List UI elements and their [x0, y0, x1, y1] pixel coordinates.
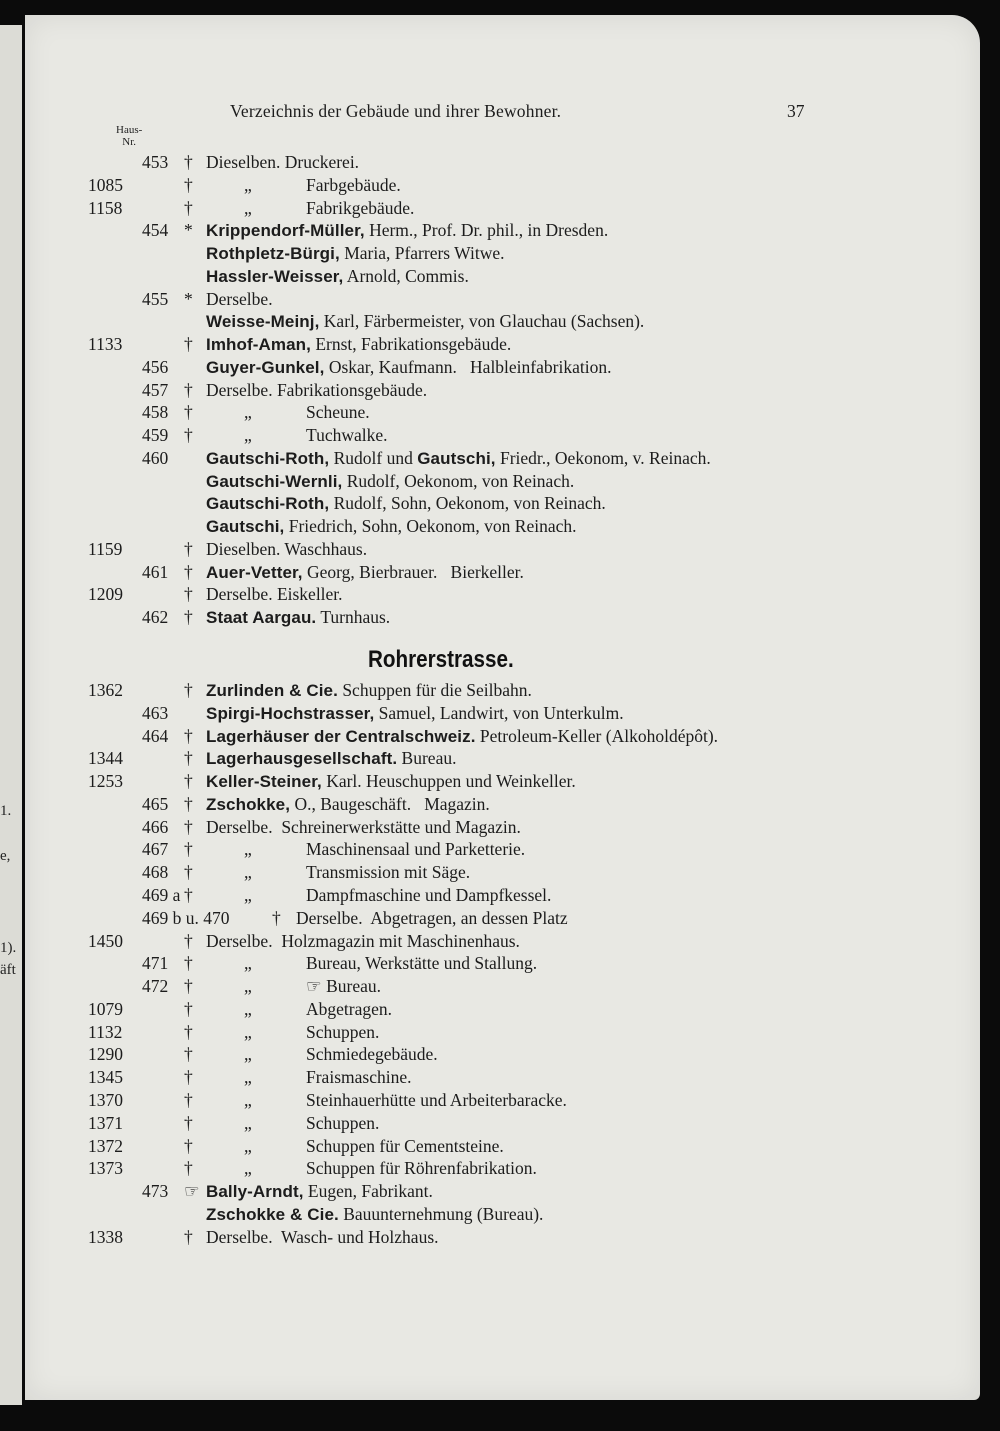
directory-entry [0, 862, 1000, 884]
entry-mark: † [184, 816, 193, 837]
entry-mark: † [184, 1067, 193, 1088]
directory-entry [0, 1227, 1000, 1249]
entry-text: Arnold, Commis. [343, 265, 469, 286]
resident-name: Hassler-Weisser, [206, 266, 344, 286]
resident-name: Keller-Steiner, [206, 772, 322, 792]
entry-text: Steinhauerhütte und Arbeiterbaracke. [306, 1090, 567, 1111]
entry-mark: † [184, 839, 193, 860]
entry-text: Maschinensaal und Parketterie. [306, 839, 526, 860]
entry-content [206, 152, 359, 173]
entry-content [206, 607, 390, 628]
entry-text: Eugen, Fabrikant. [303, 1181, 433, 1202]
house-number: 473 [142, 1181, 169, 1202]
ditto-mark: „ [244, 425, 252, 445]
directory-entry [0, 1158, 1000, 1180]
house-number: 1253 [88, 771, 123, 792]
ditto-mark: „ [244, 953, 252, 974]
house-number: 1345 [88, 1067, 123, 1088]
resident-name: Gautschi, [417, 448, 496, 468]
directory-entry [0, 680, 1000, 702]
directory-entry [0, 584, 1000, 606]
house-number: 1338 [88, 1226, 123, 1247]
ditto-mark: „ [244, 976, 252, 997]
entry-mark: † [184, 862, 193, 883]
house-number: 1372 [88, 1135, 123, 1156]
entry-content [206, 931, 520, 952]
entry-mark: † [184, 680, 193, 700]
entry-text: Rudolf und [329, 447, 418, 468]
entry-content [206, 539, 367, 560]
resident-name: Rothpletz-Bürgi, [206, 244, 340, 263]
directory-entry [0, 380, 1000, 402]
house-number: 472 [142, 976, 169, 997]
entry-text: Schuppen. [306, 1021, 380, 1042]
house-number: 467 [142, 839, 169, 860]
house-number: 462 [142, 607, 169, 627]
entry-mark: * [184, 288, 193, 309]
house-number: 1362 [88, 680, 123, 700]
house-number: 465 [142, 793, 169, 814]
house-number: 469 a [142, 885, 181, 906]
column-label-line: Haus- [116, 124, 143, 136]
entry-text: Rudolf, Oekonom, von Reinach. [342, 470, 575, 491]
entry-text: Petroleum-Keller (Alkoholdépôt). [475, 725, 719, 746]
directory-entry [0, 220, 1000, 242]
entry-text: Herm., Prof. Dr. phil., in Dresden. [364, 220, 609, 241]
entry-text: Dampfmaschine und Dampfkessel. [306, 885, 552, 906]
directory-entry [0, 175, 1000, 197]
house-number: 1450 [88, 930, 123, 951]
entry-mark: † [184, 152, 193, 172]
entry-mark: † [184, 1112, 193, 1133]
entry-text: ☞ Bureau. [306, 976, 381, 997]
ditto-mark: „ [244, 1135, 252, 1156]
entry-text: Friedrich, Sohn, Oekonom, von Reinach. [284, 516, 577, 536]
entry-text: Turnhaus. [316, 607, 391, 627]
directory-entry [0, 425, 1000, 447]
resident-name: Krippendorf-Müller, [206, 221, 365, 241]
entry-content [206, 584, 343, 605]
entry-text: Fraismaschine. [306, 1067, 412, 1088]
entry-content [206, 357, 611, 378]
resident-name: Gautschi, [206, 517, 285, 536]
entry-content [206, 448, 711, 469]
directory-entry [0, 748, 1000, 770]
entry-text: Derselbe. Fabrikationsgebäude. [206, 379, 428, 400]
directory-entry [0, 1136, 1000, 1158]
house-number: 1370 [88, 1090, 123, 1111]
entry-text: Friedr., Oekonom, v. Reinach. [495, 447, 711, 468]
house-number: 456 [142, 356, 169, 377]
entry-text: Karl. Heuschuppen und Weinkeller. [321, 771, 576, 792]
house-number: 471 [142, 953, 169, 974]
facing-page-fragment: 1). [0, 940, 17, 956]
entry-mark: † [184, 1090, 193, 1111]
entry-content [206, 1227, 439, 1248]
entry-mark: ☞ [184, 1181, 200, 1202]
directory-entry [0, 243, 1000, 265]
house-number: 1209 [88, 584, 123, 605]
resident-name: Gautschi-Roth, [206, 494, 330, 514]
entry-text: Scheune. [306, 402, 370, 423]
directory-entry [0, 1113, 1000, 1135]
entry-mark: † [184, 379, 193, 400]
entry-text: Derselbe. Schreinerwerkstätte und Magazin. [206, 816, 521, 837]
directory-entry [0, 1181, 1000, 1203]
entry-text: Derselbe. [206, 288, 273, 309]
entry-content [206, 243, 505, 264]
directory-entry [0, 311, 1000, 333]
entry-content [206, 817, 521, 838]
directory-entry [0, 1044, 1000, 1066]
directory-entry [0, 516, 1000, 538]
house-number: 458 [142, 402, 169, 423]
entry-text: Schuppen für Cementsteine. [306, 1135, 504, 1156]
entry-mark: † [184, 584, 193, 605]
entry-mark: † [184, 725, 193, 746]
entry-mark: † [184, 197, 193, 218]
directory-entry [0, 289, 1000, 311]
entry-text: Samuel, Landwirt, von Unterkulm. [374, 702, 624, 723]
directory-entry [0, 562, 1000, 584]
entry-mark: † [184, 885, 193, 906]
resident-name: Gautschi-Wernli, [206, 471, 343, 491]
resident-name: Guyer-Gunkel, [206, 357, 325, 377]
house-number: 459 [142, 425, 169, 445]
ditto-mark: „ [244, 174, 252, 195]
entry-mark: † [184, 561, 193, 582]
entry-mark: † [184, 1021, 193, 1042]
directory-entry [0, 402, 1000, 424]
entry-text: Ernst, Fabrikationsgebäude. [310, 334, 512, 354]
entry-mark: † [272, 907, 281, 928]
house-number: 455 [142, 288, 169, 309]
entry-text: Georg, Bierbrauer. Bierkeller. [302, 561, 524, 582]
house-number: 1290 [88, 1044, 123, 1065]
entry-mark: † [184, 930, 193, 951]
house-number: 468 [142, 862, 169, 883]
entry-mark: † [184, 425, 193, 445]
directory-entry [0, 703, 1000, 725]
entry-content [206, 266, 469, 287]
entry-text: Schuppen. [306, 1112, 380, 1133]
entry-mark: † [184, 1226, 193, 1247]
entry-content [206, 726, 718, 747]
entry-text: Fabrikgebäude. [306, 197, 415, 218]
directory-entry [0, 357, 1000, 379]
section-heading: Rohrerstrasse. [368, 646, 514, 673]
entry-mark: † [184, 998, 193, 1019]
house-number: 464 [142, 725, 169, 746]
resident-name: Zschokke, [206, 794, 291, 814]
house-number: 1373 [88, 1158, 123, 1179]
entry-content [206, 220, 608, 241]
entry-text: Rudolf, Sohn, Oekonom, von Reinach. [329, 493, 606, 514]
directory-entry [0, 1204, 1000, 1226]
house-number: 466 [142, 816, 169, 837]
directory-entry [0, 931, 1000, 953]
page-number: 37 [787, 101, 805, 121]
entry-mark: † [184, 1135, 193, 1156]
resident-name: Lagerhausgesellschaft. [206, 749, 398, 769]
resident-name: Spirgi-Hochstrasser, [206, 703, 375, 723]
entry-text: Tuchwalke. [306, 425, 388, 445]
entry-mark: * [184, 220, 193, 241]
directory-entry [0, 885, 1000, 907]
entry-mark: † [184, 174, 193, 195]
house-number: 454 [142, 220, 169, 241]
entry-text: Bauunternehmung (Bureau). [338, 1203, 544, 1224]
directory-entry [0, 1022, 1000, 1044]
entry-mark: † [184, 334, 193, 354]
ditto-mark: „ [244, 1158, 252, 1179]
ditto-mark: „ [244, 1021, 252, 1042]
entry-text: O., Baugeschäft. Magazin. [290, 793, 490, 814]
directory-entry [0, 334, 1000, 356]
directory-entry [0, 539, 1000, 561]
directory-entry [0, 726, 1000, 748]
ditto-mark: „ [244, 402, 252, 423]
directory-entry [0, 908, 1000, 930]
entry-text: Abgetragen. [306, 998, 393, 1019]
entry-content [206, 380, 427, 401]
entry-text: Dieselben. Druckerei. [206, 152, 360, 172]
entry-text: Schuppen für Röhrenfabrikation. [306, 1158, 537, 1179]
house-number-column-label [116, 124, 142, 148]
ditto-mark: „ [244, 1044, 252, 1065]
directory-entry [0, 839, 1000, 861]
entry-content [206, 334, 511, 355]
directory-entry [0, 976, 1000, 998]
entry-content [296, 908, 568, 929]
entry-content [206, 471, 574, 492]
entry-content [206, 516, 576, 537]
entry-text: Maria, Pfarrers Witwe. [339, 243, 505, 263]
house-number: 453 [142, 152, 169, 172]
page-title: Verzeichnis der Gebäude und ihrer Bewohner. [230, 101, 562, 121]
entry-text: Derselbe. Wasch- und Holzhaus. [206, 1226, 439, 1247]
entry-text: Derselbe. Holzmagazin mit Maschinenhaus. [206, 930, 520, 951]
directory-entry [0, 493, 1000, 515]
house-number: 1079 [88, 998, 123, 1019]
directory-entry [0, 999, 1000, 1021]
entry-text: Bureau, Werkstätte und Stallung. [306, 953, 538, 974]
directory-entry [0, 771, 1000, 793]
facing-page-fragment: 1. [0, 803, 12, 819]
directory-entry [0, 817, 1000, 839]
directory-entry [0, 448, 1000, 470]
resident-name: Zschokke & Cie. [206, 1204, 339, 1224]
resident-name: Bally-Arndt, [206, 1182, 304, 1202]
house-number: 1085 [88, 174, 123, 195]
entry-content [206, 562, 524, 583]
entry-text: Derselbe. Eiskeller. [206, 584, 343, 605]
entry-content [206, 1204, 543, 1225]
entry-content [206, 771, 576, 792]
resident-name: Weisse-Meinj, [206, 312, 320, 332]
entry-content [206, 794, 490, 815]
house-number: 457 [142, 379, 169, 400]
resident-name: Imhof-Aman, [206, 335, 311, 354]
directory-entry [0, 953, 1000, 975]
facing-page-fragment: e, [0, 848, 11, 864]
entry-content [206, 703, 624, 724]
ditto-mark: „ [244, 839, 252, 860]
entry-mark: † [184, 1044, 193, 1065]
entry-mark: † [184, 538, 193, 559]
entry-mark: † [184, 402, 193, 423]
entry-content [206, 748, 456, 769]
entry-text: Karl, Färbermeister, von Glauchau (Sachsen). [319, 311, 645, 332]
entry-text: Dieselben. Waschhaus. [206, 538, 368, 559]
facing-page-fragment: äft [0, 962, 16, 978]
entry-text: Transmission mit Säge. [306, 862, 471, 883]
entry-mark: † [184, 748, 193, 769]
ditto-mark: „ [244, 1090, 252, 1111]
house-number: 1133 [88, 334, 123, 354]
house-number: 1371 [88, 1112, 123, 1133]
house-number: 1132 [88, 1021, 123, 1042]
house-number: 1159 [88, 538, 123, 559]
entry-mark: † [184, 793, 193, 814]
resident-name: Staat Aargau. [206, 608, 317, 627]
column-label-line: Nr. [122, 136, 137, 148]
house-number: 469 b u. 470 [142, 907, 230, 928]
house-number: 461 [142, 561, 169, 582]
entry-mark: † [184, 607, 193, 627]
ditto-mark: „ [244, 885, 252, 906]
directory-entry [0, 471, 1000, 493]
ditto-mark: „ [244, 197, 252, 218]
entry-mark: † [184, 953, 193, 974]
directory-entry [0, 1067, 1000, 1089]
entry-content [206, 680, 532, 701]
house-number: 460 [142, 447, 169, 468]
directory-entry [0, 266, 1000, 288]
ditto-mark: „ [244, 862, 252, 883]
entry-text: Derselbe. Abgetragen, an dessen Platz [296, 907, 568, 928]
entry-text: Schuppen für die Seilbahn. [337, 680, 532, 700]
ditto-mark: „ [244, 1112, 252, 1133]
directory-entry [0, 794, 1000, 816]
entry-text: Farbgebäude. [306, 174, 401, 195]
resident-name: Auer-Vetter, [206, 562, 303, 582]
resident-name: Zurlinden & Cie. [206, 681, 338, 700]
directory-entry [0, 1090, 1000, 1112]
ditto-mark: „ [244, 1067, 252, 1088]
ditto-mark: „ [244, 998, 252, 1019]
house-number: 1158 [88, 197, 123, 218]
resident-name: Gautschi-Roth, [206, 448, 330, 468]
entry-mark: † [184, 976, 193, 997]
house-number: 1344 [88, 748, 123, 769]
entry-text: Oskar, Kaufmann. Halbleinfabrikation. [324, 356, 612, 377]
directory-entry [0, 152, 1000, 174]
entry-mark: † [184, 771, 193, 792]
entry-mark: † [184, 1158, 193, 1179]
entry-content [206, 289, 273, 310]
directory-entry [0, 198, 1000, 220]
resident-name: Lagerhäuser der Centralschweiz. [206, 726, 476, 746]
house-number: 463 [142, 702, 169, 723]
entry-text: Bureau. [397, 748, 457, 769]
entry-content [206, 311, 644, 332]
entry-content [206, 1181, 433, 1202]
entry-content [206, 493, 606, 514]
entry-text: Schmiedegebäude. [306, 1044, 438, 1065]
directory-entry [0, 607, 1000, 629]
